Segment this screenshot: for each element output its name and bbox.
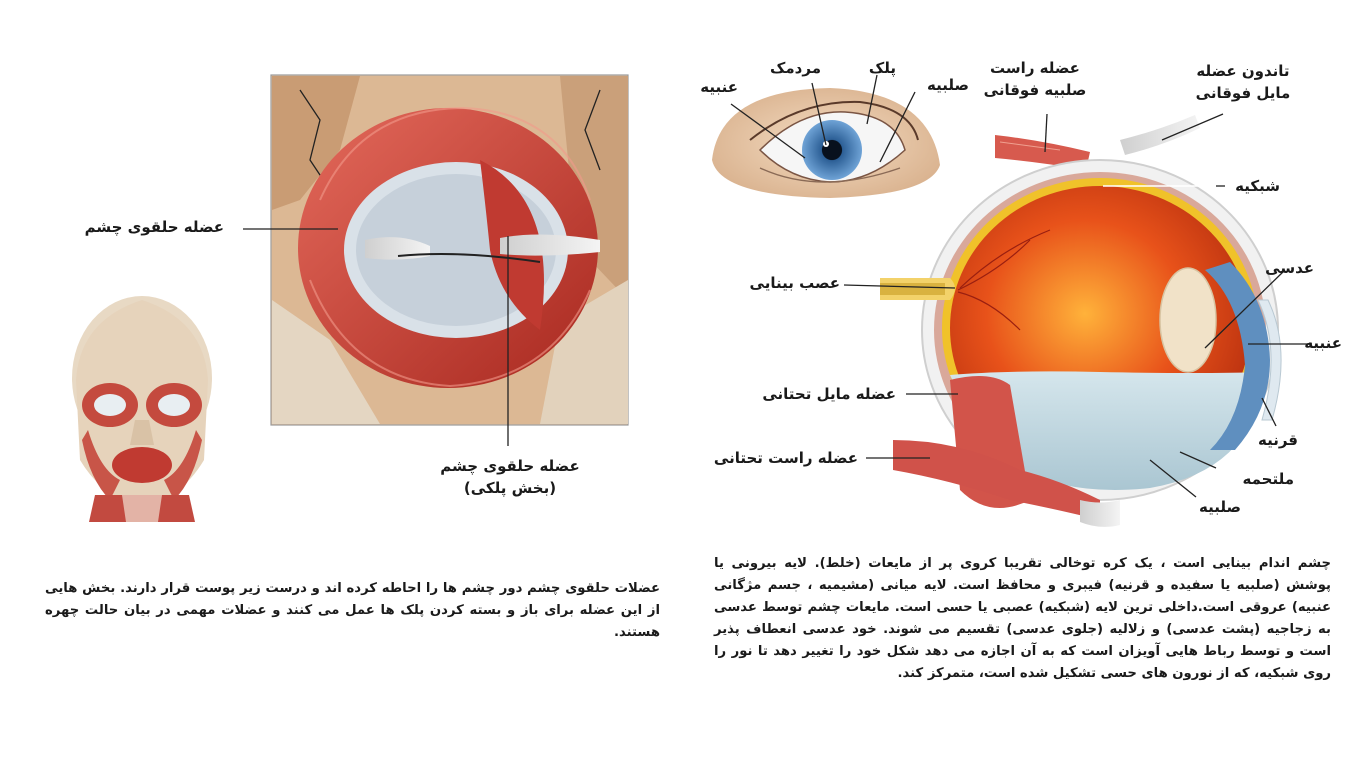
label-lens: عدسی [1265, 259, 1314, 277]
label-inferior-oblique: عضله مایل تحتانی [762, 385, 896, 403]
label-superior-oblique-tendon-line2: مایل فوقانی [1195, 84, 1291, 102]
label-superior-rectus-line2: صلبیه فوقانی [983, 81, 1087, 99]
label-sclera-bottom: صلبیه [1199, 498, 1241, 516]
label-pupil: مردمک [770, 59, 821, 77]
label-superior-rectus [980, 57, 1090, 101]
label-orbicularis-palpebral [430, 455, 590, 499]
label-conjunctiva: ملتحمه [1242, 470, 1294, 488]
caption-eye-anatomy: چشم اندام بینایی است ، یک کره توخالی تقریبا کروی پر از مایعات (خلط). لایه بیرونی یا پوشش (صلبیه یا سفیده و قرنیه) فیبری و محافظ است. لایه میانی (مشیمیه ، جسم مژگانی عنبیه) عروقی است.داخلی ترین لایه (شبکیه) عصبی یا حسی است. مایعات چشم توسط عدسی به زجاجیه (پشت عدسی) و زلالیه (جلوی عدسی) تقسیم می شوند. خود عدسی انعطاف پذیر است و توسط رباط هایی آویزان است که به آن اجازه می دهد شکل خود را تغییر دهد تا نور را روی شبکیه، که از نورون های حسی تشکیل شده است، متمرکز کند. [714, 556, 1331, 681]
label-orbicularis-palpebral-line1: عضله حلقوی چشم [440, 457, 580, 475]
label-cornea: قرنیه [1257, 431, 1298, 449]
label-optic-nerve: عصب بینایی [749, 274, 840, 292]
label-retina: شبکیه [1235, 177, 1280, 195]
label-eyelid: پلک [868, 59, 896, 77]
label-superior-oblique-tendon-line1: تاندون عضله [1196, 62, 1290, 80]
label-sclera-top: صلبیه [927, 76, 969, 94]
head-muscles-illustration [72, 296, 212, 522]
caption-orbicularis: عضلات حلقوی چشم دور چشم ها را احاطه کرده اند و درست زیر پوست قرار دارند. بخش هایی از این عضله برای باز و بسته کردن پلک ها عمل می کنند و عضلات مهمی در بیان حالت چهره هستند. [45, 581, 660, 640]
label-orbicularis-palpebral-line2: (بخش پلکی) [463, 479, 557, 497]
orbicularis-oculi-illustration [243, 75, 628, 446]
label-superior-oblique-tendon [1188, 60, 1298, 104]
external-eye-illustration [712, 75, 940, 198]
label-superior-rectus-line1: عضله راست [990, 59, 1080, 77]
label-inferior-rectus: عضله راست تحتانی [713, 449, 858, 467]
label-iris-side: عنبیه [1304, 334, 1342, 352]
label-iris-top: عنبیه [700, 78, 738, 96]
label-orbicularis-oculi: عضله حلقوی چشم [84, 218, 224, 236]
